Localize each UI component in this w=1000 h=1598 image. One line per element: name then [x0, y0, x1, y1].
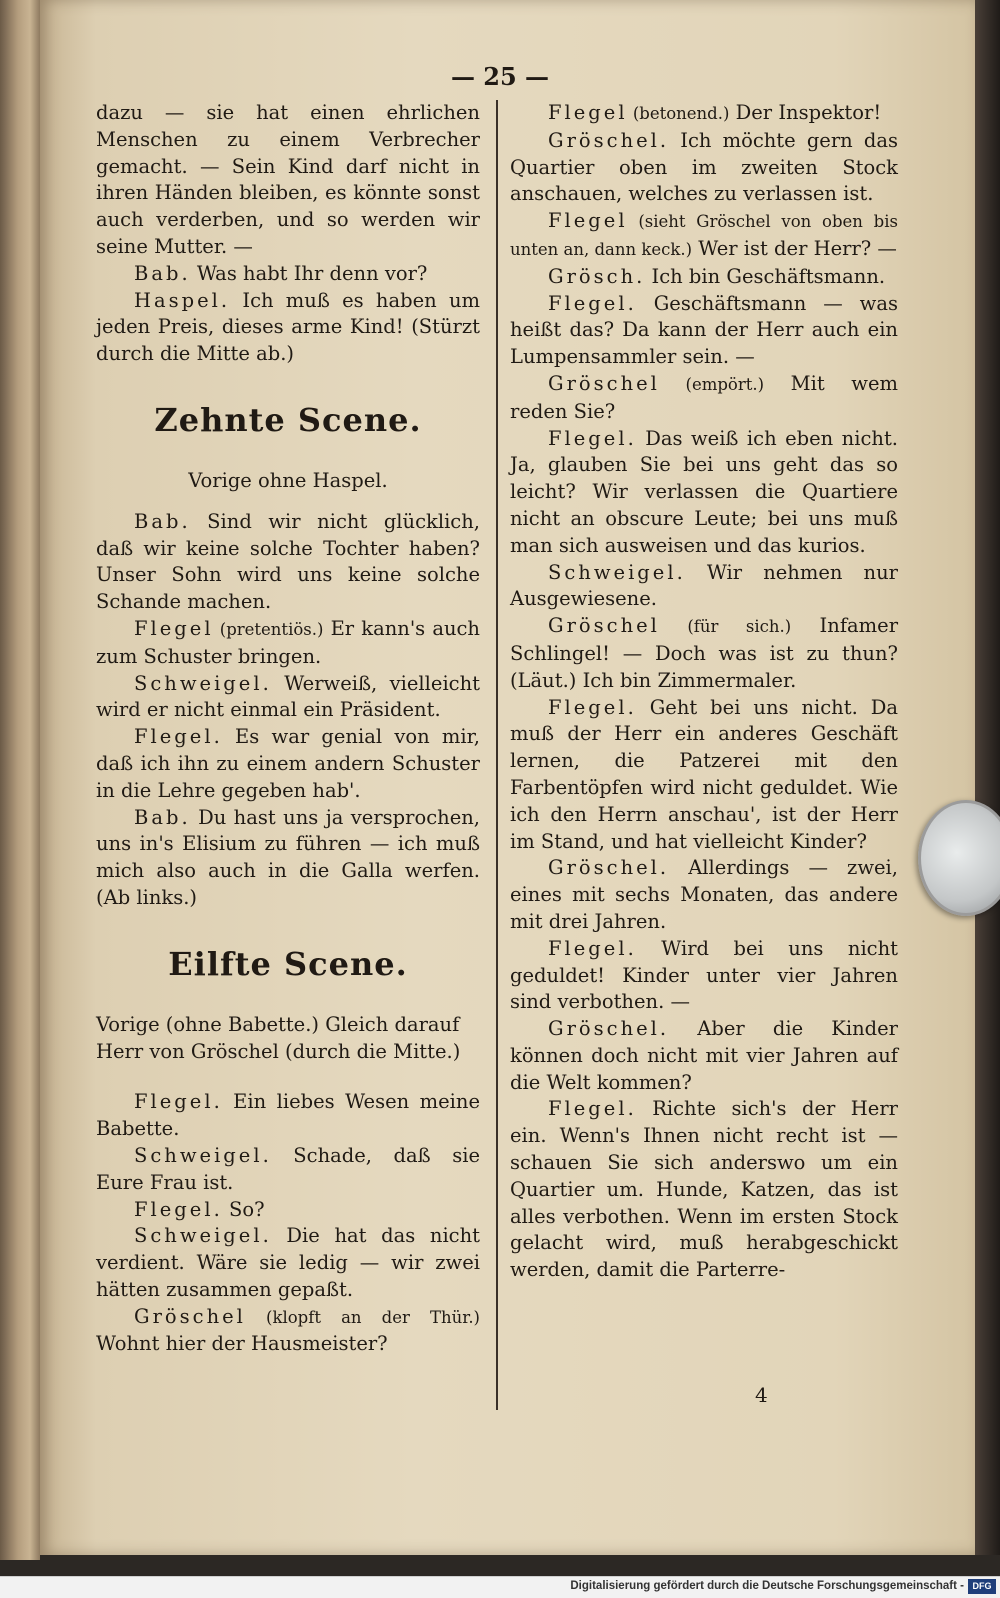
- dialogue-text: Schade, daß sie Eure Frau ist.: [96, 1143, 480, 1194]
- dialogue-paragraph: [510, 936, 898, 1016]
- speaker-name: Gröschel.: [548, 856, 670, 880]
- dialogue-text: Ich möchte gern das Quartier oben im zweiten Stock anschauen, welches zu verlassen ist.: [510, 128, 898, 206]
- speaker-name: Bab.: [134, 509, 191, 533]
- speaker-name: Gröschel: [134, 1304, 246, 1328]
- dialogue-paragraph: [96, 1223, 480, 1303]
- footer-bar: [0, 1576, 1000, 1598]
- speaker-name: Flegel.: [134, 725, 223, 749]
- speaker-name: Flegel.: [548, 1097, 637, 1121]
- page-edge-shadow: [975, 0, 1000, 1555]
- stage-direction: (sieht Gröschel von oben bis unten an, dann keck.): [510, 212, 898, 259]
- right-text-column: [510, 100, 898, 1284]
- dialogue-text: Ich bin Geschäftsmann.: [645, 264, 886, 288]
- dialogue-text: Sind wir nicht glücklich, daß wir keine solche Tochter haben? Unser Sohn wird uns keine solche Schande machen.: [96, 509, 480, 614]
- speaker-name: Flegel: [548, 209, 628, 233]
- book-spine: [0, 0, 40, 1560]
- dialogue-paragraph: [96, 509, 480, 616]
- speaker-name: Haspel.: [134, 288, 231, 312]
- speaker-name: Flegel.: [548, 426, 637, 450]
- dialogue-text: Der Inspektor!: [729, 101, 882, 124]
- dialogue-paragraph: [96, 261, 480, 288]
- dialogue-paragraph: [96, 671, 480, 725]
- dialogue-paragraph: [96, 724, 480, 804]
- dialogue-paragraph: [96, 616, 480, 671]
- page-number: — 25 —: [450, 62, 550, 91]
- dialogue-text: Mit wem reden Sie?: [510, 371, 898, 423]
- dialogue-paragraph: [510, 291, 898, 371]
- dialogue-text: Werweiß, vielleicht wird er nicht einmal ein Präsident.: [96, 671, 480, 722]
- cast-line: Vorige (ohne Babette.) Gleich darauf Herr von Gröschel (durch die Mitte.): [96, 1012, 461, 1063]
- dialogue-text: Aber die Kinder können doch nicht mit vier Jahren auf die Welt kommen?: [510, 1017, 898, 1094]
- dialogue-text: Ich muß es haben um jeden Preis, dieses arme Kind! (Stürzt durch die Mitte ab.): [96, 288, 480, 366]
- speaker-name: Schweigel.: [134, 1143, 272, 1167]
- dialogue-text: Wer ist der Herr? —: [692, 236, 897, 260]
- dialogue-paragraph: [510, 371, 898, 426]
- dialogue-paragraph: [96, 1089, 480, 1143]
- dfg-logo-icon: DFG: [968, 1579, 996, 1594]
- cast-line: Vorige ohne Haspel.: [188, 468, 388, 492]
- dialogue-paragraph: [510, 426, 898, 560]
- speaker-name: Schweigel.: [134, 671, 272, 695]
- stage-direction: (pretentiös.): [213, 619, 324, 639]
- scene-heading: Zehnte Scene.: [154, 400, 422, 439]
- speaker-name: Bab.: [134, 805, 191, 829]
- dialogue-text: Er kann's auch zum Schuster bringen.: [96, 616, 480, 668]
- dialogue-text: Ein liebes Wesen meine Babette.: [96, 1090, 480, 1141]
- dialogue-paragraph: [96, 805, 480, 912]
- dialogue-text: Wohnt hier der Hausmeister?: [96, 1332, 388, 1356]
- dialogue-paragraph: [96, 1143, 480, 1197]
- dialogue-paragraph: [510, 208, 898, 264]
- dialogue-paragraph: [510, 1096, 898, 1284]
- speaker-name: Flegel.: [548, 695, 637, 719]
- speaker-name: Flegel.: [548, 936, 637, 960]
- dialogue-paragraph: [510, 1016, 898, 1096]
- dialogue-paragraph: [96, 100, 480, 261]
- dialogue-text: Geschäftsmann — was heißt das? Da kann der Herr auch ein Lumpensammler sein. —: [510, 291, 898, 369]
- stage-direction: (klopft an der Thür.): [245, 1307, 480, 1327]
- stage-direction: (betonend.): [627, 104, 730, 123]
- dialogue-paragraph: [510, 264, 898, 291]
- dialogue-text: Es war genial von mir, daß ich ihn zu einem andern Schuster in die Lehre gegeben hab'.: [96, 725, 480, 802]
- speaker-name: Bab.: [134, 261, 191, 285]
- speaker-name: Gröschel: [548, 614, 660, 638]
- speaker-name: Flegel: [548, 101, 628, 124]
- dialogue-paragraph: [510, 128, 898, 208]
- speaker-name: Flegel.: [548, 291, 637, 315]
- speaker-name: Gröschel.: [548, 1017, 670, 1041]
- stage-direction: (für sich.): [659, 617, 792, 637]
- dialogue-text: Infamer Schlingel! — Doch was ist zu thun? (Läut.) Ich bin Zimmermaler.: [510, 614, 899, 692]
- left-text-column: [96, 100, 480, 1358]
- dialogue-text: Allerdings — zwei, eines mit sechs Monaten, das andere mit drei Jahren.: [510, 856, 898, 933]
- dialogue-text: Wir nehmen nur Ausgewiesene.: [510, 560, 898, 611]
- dialogue-text: Du hast uns ja versprochen, uns in's Elisium zu führen — ich muß mich also auch in die Galla werfen. (Ab links.): [96, 805, 480, 909]
- dialogue-paragraph: [510, 100, 898, 128]
- dialogue-text: Richte sich's der Herr ein. Wenn's Ihnen nicht recht ist — schauen Sie sich anderswo um ein Quartier um. Hunde, Katzen, das ist alles verbothen. Wenn im ersten Stock gelacht wird, muß herabgeschickt werden, damit die Parterre-: [510, 1097, 898, 1282]
- dialogue-text: Das weiß ich eben nicht. Ja, glauben Sie bei uns geht das so leicht? Wir verlassen die Quartiere nicht an obscure Leute; bei uns muß man sich ausweisen und das kurios.: [510, 426, 898, 557]
- speaker-name: Schweigel.: [134, 1224, 272, 1248]
- dialogue-text: Geht bei uns nicht. Da muß der Herr ein anderes Geschäft lernen, die Patzerei mit den Farbentöpfen wird nicht geduldet. Wie ich den Herrn anschau', ist der Herr im Stand, und hat vielleicht Kinder?: [510, 695, 898, 853]
- scene-heading: Eilfte Scene.: [168, 944, 408, 983]
- dialogue-paragraph: [510, 613, 898, 694]
- signature-mark: 4: [755, 1383, 768, 1407]
- speaker-name: Gröschel: [548, 371, 660, 395]
- dialogue-paragraph: [96, 288, 480, 368]
- dialogue-text: Die hat das nicht verdient. Wäre sie ledig — wir zwei hätten zusammen gepaßt.: [96, 1224, 480, 1301]
- dialogue-paragraph: [510, 855, 898, 935]
- dialogue-text: dazu — sie hat einen ehrlichen Menschen zu einem Verbrecher gemacht. — Sein Kind darf nicht in ihren Händen bleiben, es könnte sonst auch verderben, und so werden wir seine Mutter. —: [96, 101, 480, 258]
- speaker-name: Flegel.: [134, 1090, 223, 1114]
- speaker-name: Flegel: [134, 616, 214, 640]
- dialogue-text: Wird bei uns nicht geduldet! Kinder unter vier Jahren sind verbothen. —: [510, 936, 898, 1014]
- dialogue-paragraph: [510, 560, 898, 614]
- column-divider-rule: [496, 100, 498, 1410]
- dialogue-paragraph: [96, 1304, 480, 1359]
- speaker-name: Grösch.: [548, 264, 646, 288]
- speaker-name: Gröschel.: [548, 128, 670, 152]
- speaker-name: Flegel.: [134, 1197, 223, 1221]
- footer-credit: Digitalisierung gefördert durch die Deutsche Forschungsgemeinschaft -: [570, 1580, 964, 1592]
- dialogue-text: Was habt Ihr denn vor?: [190, 261, 428, 285]
- stage-direction: (empört.): [659, 374, 765, 394]
- dialogue-text: So?: [222, 1197, 265, 1221]
- dialogue-paragraph: [510, 695, 898, 856]
- speaker-name: Schweigel.: [548, 560, 686, 584]
- dialogue-paragraph: [96, 1197, 480, 1224]
